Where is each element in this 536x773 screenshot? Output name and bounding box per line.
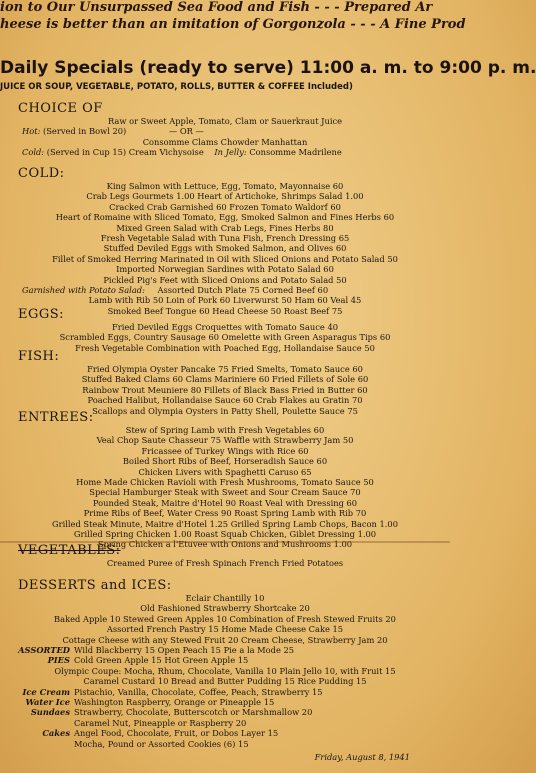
- sundae-item: Caramel Nut, Pineapple or Raspberry 20: [74, 717, 247, 728]
- entrees-heading: ENTREES:: [18, 410, 94, 425]
- pies-item: Cold Green Apple 15 Hot Green Apple 15: [74, 655, 249, 666]
- dessert-item: Cottage Cheese with any Stewed Fruit 20 Cream Cheese, Strawberry Jam 20: [62, 634, 388, 645]
- fish-item: Scallops and Olympia Oysters in Patty Shell, Poulette Sauce 75: [92, 405, 358, 416]
- choice-heading: CHOICE OF: [18, 101, 103, 116]
- hot-label: Hot:: [22, 126, 41, 137]
- included-note: JUICE OR SOUP, VEGETABLE, POTATO, ROLLS, BUTTER & COFFEE Included): [0, 82, 353, 92]
- vegetables-heading: VEGETABLES:: [18, 543, 121, 558]
- cold-item: Cracked Crab Garnished 60 Frozen Tomato Waldorf 60: [109, 201, 341, 212]
- dessert-item: Old Fashioned Strawberry Shortcake 20: [140, 603, 310, 614]
- entree-item: Fricassee of Turkey Wings with Rice 60: [141, 445, 309, 456]
- pies-items: [74, 645, 450, 666]
- hot-text: (Served in Bowl 20): [43, 126, 127, 137]
- cold-label: Cold:: [22, 147, 45, 158]
- entree-item: Boiled Short Ribs of Beef, Horseradish Sauce 60: [122, 456, 328, 467]
- cold-item: Fillet of Smoked Herring Marinated in Oil with Sliced Onions and Potato Salad 50: [52, 253, 398, 264]
- cold-heading: COLD:: [18, 166, 65, 181]
- cold-item: Fresh Vegetable Salad with Tuna Fish, French Dressing 65: [100, 233, 350, 244]
- dessert-item: Olympic Coupe: Mocha, Rhum, Chocolate, Vanilla 10 Plain Jello 10, with Fruit 15: [54, 665, 396, 676]
- fish-item: Fried Olympia Oyster Pancake 75 Fried Smelts, Tomato Sauce 60: [87, 364, 363, 374]
- garnished-line: [0, 285, 450, 295]
- cold-item: Heart of Romaine with Sliced Tomato, Egg, Smoked Salmon and Fines Herbs 60: [55, 212, 395, 223]
- cold-item: Crab Legs Gourmets 1.00 Heart of Artichoke, Shrimps Salad 1.00: [86, 191, 364, 202]
- pies-label: ASSORTED PIES: [18, 645, 70, 666]
- entree-item: Veal Chop Saute Chasseur 75 Waffle with Strawberry Jam 50: [96, 435, 354, 446]
- eggs-section: [0, 307, 450, 353]
- desserts-section: [0, 578, 450, 749]
- cake-item: Mocha, Pound or Assorted Cookies (6) 15: [74, 738, 249, 749]
- ice-cream-items: [74, 687, 450, 708]
- cake-item: Angel Food, Chocolate, Fruit, or Dobos Layer 15: [74, 728, 279, 739]
- menu-date: Friday, August 8, 1941: [314, 752, 410, 762]
- sundaes-label: Sundaes: [30, 707, 70, 718]
- sundae-item: Strawberry, Chocolate, Butterscotch or Marshmallow 20: [74, 707, 313, 718]
- sundaes-items: [74, 707, 450, 728]
- daily-specials-heading: Daily Specials (ready to serve) 11:00 a. m. to 9:00 p. m.: [0, 58, 536, 78]
- entree-item: Stew of Spring Lamb with Fresh Vegetables 60: [125, 425, 325, 435]
- desserts-heading: DESSERTS and ICES:: [18, 578, 172, 593]
- entree-item: Spring Chicken a l'Etuvee with Onions and Mushrooms 1.00: [97, 539, 353, 550]
- banner-line-2: heese is better than an imitation of Gorgonzola - - - A Fine Prod: [0, 17, 466, 32]
- garnished-item: Assorted Dutch Plate 75 Corned Beef 60: [157, 285, 329, 296]
- vegetables-section: [0, 543, 450, 568]
- cold-text: (Served in Cup 15) Cream Vichysoise: [46, 147, 204, 158]
- cakes-label: Cakes: [42, 728, 70, 739]
- eggs-item: Fried Deviled Eggs Croquettes with Tomato Sauce 40: [111, 322, 339, 332]
- entree-item: Chicken Livers with Spaghetti Caruso 65: [138, 466, 312, 477]
- entree-item: Special Hamburger Steak with Sweet and Sour Cream Sauce 70: [89, 487, 361, 498]
- ice-cream-item: Washington Raspberry, Orange or Pineapple 15: [74, 697, 275, 708]
- cakes-items: [74, 728, 450, 749]
- entree-item: Grilled Steak Minute, Maitre d'Hotel 1.25 Grilled Spring Lamb Chops, Bacon 1.00: [52, 518, 398, 529]
- dessert-item: Baked Apple 10 Stewed Green Apples 10 Combination of Fresh Stewed Fruits 20: [54, 613, 396, 624]
- garnished-label: Garnished with Potato Salad:: [22, 285, 145, 296]
- hot-soups-line: Consomme Clams Chowder Manhattan: [142, 136, 308, 147]
- vegetables-item: Creamed Puree of Fresh Spinach French Fried Potatoes: [106, 558, 344, 568]
- cold-line: [0, 147, 450, 157]
- cold-item: Stuffed Deviled Eggs with Smoked Salmon, and Olives 60: [103, 243, 347, 254]
- entree-item: Home Made Chicken Ravioli with Fresh Mushrooms, Tomato Sauce 50: [76, 477, 374, 488]
- ice-cream-label: Ice Cream Water Ice: [22, 686, 70, 708]
- cold-section: [0, 166, 450, 316]
- jelly-label: In Jelly:: [214, 147, 247, 158]
- sundaes-group: [0, 707, 450, 728]
- eggs-item: Scrambled Eggs, Country Sausage 60 Omelette with Green Asparagus Tips 60: [59, 332, 391, 343]
- entree-item: Prime Ribs of Beef, Water Cress 90 Roast Spring Lamb with Rib 70: [83, 508, 367, 519]
- or-text: — OR —: [168, 126, 204, 137]
- cold-item: Mixed Green Salad with Crab Legs, Fines Herbs 80: [116, 222, 334, 233]
- eggs-heading: EGGS:: [18, 307, 65, 322]
- cold-item: King Salmon with Lettuce, Egg, Tomato, Mayonnaise 60: [106, 181, 344, 191]
- fish-section: [0, 349, 450, 416]
- pies-group: [0, 645, 450, 666]
- cold-item: Imported Norwegian Sardines with Potato Salad 60: [116, 264, 334, 275]
- fish-item: Stuffed Baked Clams 60 Clams Mariniere 60 Fried Fillets of Sole 60: [81, 374, 369, 385]
- choice-section: [0, 101, 450, 158]
- fish-item: Rainbow Trout Meuniere 80 Fillets of Black Bass Fried in Butter 60: [82, 384, 368, 395]
- hot-line: [0, 126, 450, 136]
- cakes-group: [0, 728, 450, 749]
- dessert-item: Eclair Chantilly 10: [185, 593, 265, 603]
- garnished-item: Smoked Beef Tongue 60 Head Cheese 50 Roast Beef 75: [107, 305, 343, 316]
- entree-item: Grilled Spring Chicken 1.00 Roast Squab Chicken, Giblet Dressing 1.00: [73, 529, 377, 540]
- dessert-item: Assorted French Pastry 15 Home Made Cheese Cake 15: [106, 624, 344, 635]
- dessert-item: Caramel Custard 10 Bread and Butter Pudding 15 Rice Pudding 15: [83, 676, 367, 687]
- entree-item: Pounded Steak, Maitre d'Hotel 90 Roast Veal with Dressing 60: [92, 497, 358, 508]
- banner-line-1: ion to Our Unsurpassed Sea Food and Fish - - - Prepared Ar: [0, 0, 433, 15]
- jelly-text: Consomme Madrilene: [249, 147, 342, 158]
- juice-line: Raw or Sweet Apple, Tomato, Clam or Sauerkraut Juice: [107, 116, 343, 126]
- ice-cream-group: [0, 687, 450, 708]
- fish-item: Poached Halibut, Hollandaise Sauce 60 Crab Flakes au Gratin 70: [87, 395, 363, 406]
- eggs-item: Fresh Vegetable Combination with Poached Egg, Hollandaise Sauce 50: [75, 342, 375, 353]
- cold-item: Pickled Pig's Feet with Sliced Onions and Potato Salad 50: [103, 274, 347, 285]
- ice-cream-item: Pistachio, Vanilla, Chocolate, Coffee, Peach, Strawberry 15: [74, 686, 323, 697]
- garnished-item: Lamb with Rib 50 Loin of Pork 60 Liverwurst 50 Ham 60 Veal 45: [88, 295, 362, 306]
- pies-item: Wild Blackberry 15 Open Peach 15 Pie a la Mode 25: [74, 645, 295, 656]
- fish-heading: FISH:: [18, 349, 60, 364]
- entrees-section: [0, 410, 450, 550]
